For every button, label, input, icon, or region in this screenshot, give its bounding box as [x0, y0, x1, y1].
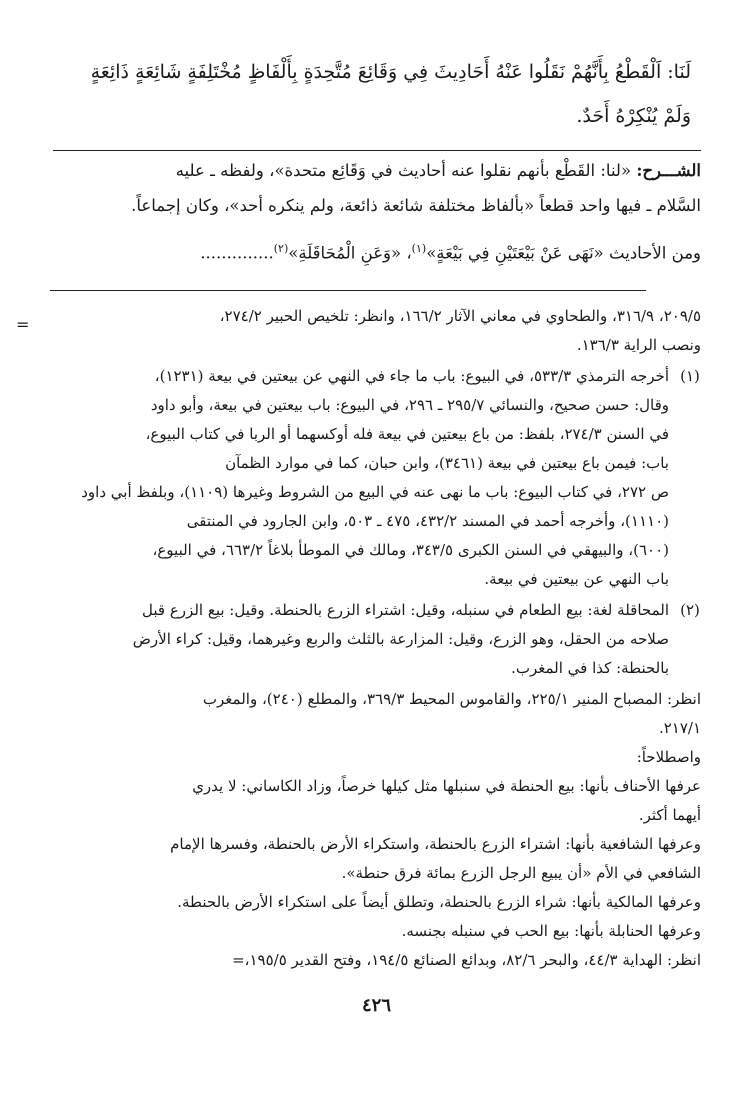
footnote-line: أيهما أكثر.	[638, 806, 701, 824]
footnote-line: انظر: الهداية ٤٤/٣، والبحر ٨٢/٦، وبدائع الصنائع ١٩٤/٥، وفتح القدير ١٩٥/٥،=	[232, 951, 701, 969]
footnote-2	[58, 596, 701, 683]
footnote-line: ص ٢٧٢، في كتاب البيوع: باب ما نهى عنه في البيع من الشروط وغيرها (١١٠٩)، وبلفظ أبي داود	[81, 483, 669, 501]
footnote-2-continued	[58, 685, 701, 975]
commentary-line-1	[42, 153, 701, 188]
footnote-line: (٦٠٠)، والبيهقي في السنن الكبرى ٣٤٣/٥، ومالك في الموطأ بلاغاً ٦٦٣/٢، في البيوع،	[152, 541, 669, 559]
hadith-quote-1: ومن الأحاديث «نَهَى عَنْ بَيْعَتَيْنِ فِي بَيْعَةٍ»	[426, 243, 701, 263]
commentary-separator	[53, 150, 701, 151]
footnote-line: أخرجه الترمذي ٥٣٣/٣، في البيوع: باب ما جاء في النهي عن بيعتين في بيعة (١٢٣١)،	[154, 367, 669, 385]
commentary-line-2: السَّلام ـ فيها واحد قطعاً «بألفاظ مختلفة شائعة ذائعة، ولم ينكره أحد»، وكان إجماعاً.	[131, 196, 701, 215]
footnote-line: في السنن ٢٧٤/٣، بلفظ: من باع بيعتين في بيعة فله أوكسهما أو الربا في كتاب البيوع،	[145, 425, 669, 443]
footnote-line: عرفها الأحناف بأنها: بيع الحنطة في سنبلها مثل كيلها خرصاً، وزاد الكاساني: لا يدري	[192, 777, 701, 795]
footnote-number: (٢)	[680, 601, 700, 619]
page-number: ٤٢٦	[361, 995, 391, 1016]
continuation-marker: =	[16, 315, 30, 334]
commentary	[42, 153, 701, 271]
main-text-line-2: وَلَمْ يُنْكِرْهُ أَحَدٌ.	[576, 105, 691, 127]
footnote-line: وعرفها المالكية بأنها: شراء الزرع بالحنطة، وتطلق أيضاً على استكراء الأرض بالحنطة.	[177, 893, 701, 911]
continuation-dots: ..............	[200, 243, 274, 263]
main-text-line-1: لَنَا: اَلْقَطْعُ بِأَنَّهُمْ نَقَلُوا عَنْهُ أَحَادِيثَ فِي وَقَائِعَ مُتَّحِدَةٍ بِأَلْفَاظٍ مُخْتَلِفَةٍ شَائِعَةٍ ذَائِعَةٍ	[90, 61, 691, 83]
footnote-line: انظر: المصباح المنير ٢٢٥/١، والقاموس المحيط ٣٦٩/٣، والمطلع (٢٤٠)، والمغرب	[202, 690, 701, 708]
footnote-line: ونصب الراية ١٣٦/٣.	[576, 336, 701, 354]
footnote-line: ٢١٧/١.	[658, 719, 701, 737]
main-text	[62, 50, 691, 138]
footnote-line: وقال: حسن صحيح، والنسائي ٢٩٥/٧ ـ ٢٩٦، في البيوع: باب بيعتين في بيعة، وأبو داود	[150, 396, 669, 414]
footnotes	[16, 302, 701, 977]
footnote-1	[58, 362, 701, 594]
footnote-continuation	[58, 302, 701, 360]
footnote-line: واصطلاحاً:	[636, 748, 701, 766]
footnote-line: صلاحه من الحقل، وهو الزرع، وقيل: المزارعة بالثلث والربع وغيرهما، وقيل: كراء الأرض	[132, 630, 669, 648]
footnote-line: باب النهي عن بيعتين في بيعة.	[484, 570, 669, 588]
footnote-line: ٢٠٩/٥، ٣١٦/٩، والطحاوي في معاني الآثار ١٦٦/٢، وانظر: تلخيص الحبير ٢٧٤/٢،	[219, 307, 701, 325]
footnote-line: المحاقلة لغة: بيع الطعام في سنبله، وقيل: اشتراء الزرع بالحنطة. وقيل: بيع الزرع قبل	[142, 601, 669, 619]
commentary-line-3	[42, 231, 701, 271]
footnote-ref-1[interactable]: (١)	[411, 242, 427, 255]
footnote-ref-2[interactable]: (٢)	[273, 242, 289, 255]
commentary-text-1: «لنا: القَطْع بأنهم نقلوا عنه أحاديث في وَقَائِع متحدة»، ولفظه ـ عليه	[175, 161, 632, 180]
footnote-line: وعرفها الحنابلة بأنها: بيع الحب في سنبله بجنسه.	[401, 922, 701, 940]
footnote-number: (١)	[680, 367, 700, 385]
footnote-line: بالحنطة: كذا في المغرب.	[511, 659, 669, 677]
commentary-label: الشـــرح:	[636, 161, 701, 180]
footnote-line: (١١١٠)، وأخرجه أحمد في المسند ٤٣٢/٢، ٤٧٥ ـ ٥٠٣، وابن الجارود في المنتقى	[186, 512, 669, 530]
footnote-line: وعرفها الشافعية بأنها: اشتراء الزرع بالحنطة، واستكراء الأرض بالحنطة، وفسرها الإمام	[170, 835, 701, 853]
footnote-separator	[50, 290, 646, 291]
hadith-quote-2: ، «وَعَنِ الْمُحَاقَلَةِ»	[288, 243, 412, 263]
footnote-line: باب: فيمن باع بيعتين في بيعة (٣٤٦١)، وابن حبان، كما في موارد الظمآن	[225, 454, 669, 472]
footnote-line: الشافعي في الأم «أن يبيع الرجل الزرع بمائة فرق حنطة».	[341, 864, 701, 882]
